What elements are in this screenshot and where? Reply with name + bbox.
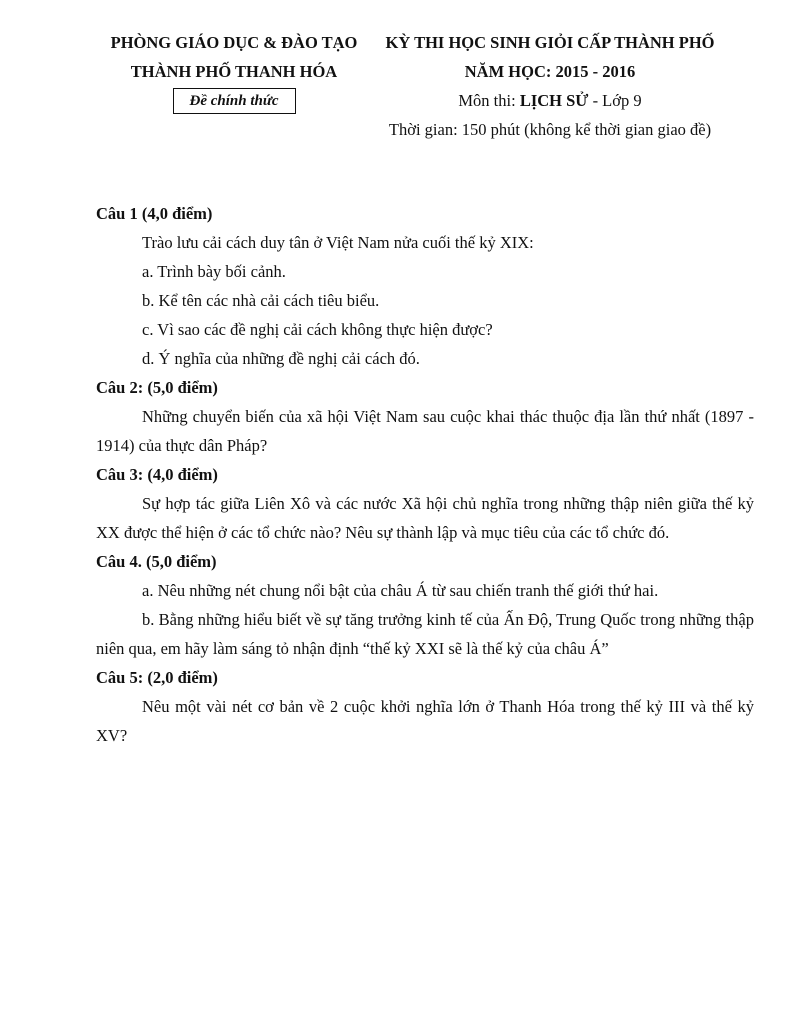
question-4-heading: Câu 4. (5,0 điểm) xyxy=(96,552,217,571)
exam-title: KỲ THI HỌC SINH GIỎI CẤP THÀNH PHỐ xyxy=(385,33,715,52)
department-name: PHÒNG GIÁO DỤC & ĐÀO TẠO xyxy=(110,33,358,52)
question-1-heading: Câu 1 (4,0 điểm) xyxy=(96,204,213,223)
question-4-item-b: b. Bằng những hiểu biết về sự tăng trưởng kinh tế của Ấn Độ, Trung Quốc trong những thập niên qua, em hãy làm sáng tỏ nhận định “thế kỷ XXI sẽ là thế kỷ của châu Á” xyxy=(96,610,754,658)
question-1-item-d: d. Ý nghĩa của những đề nghị cải cách đó. xyxy=(142,349,420,368)
header-right xyxy=(372,28,728,144)
subject-suffix: - Lớp 9 xyxy=(588,91,642,110)
question-5-text: Nêu một vài nét cơ bản về 2 cuộc khởi nghĩa lớn ở Thanh Hóa trong thế kỷ III và thế kỷ XV? xyxy=(96,697,754,745)
question-3-text: Sự hợp tác giữa Liên Xô và các nước Xã hội chủ nghĩa trong những thập niên giữa thế kỷ XX được thể hiện ở các tổ chức nào? Nêu sự thành lập và mục tiêu của các tổ chức đó. xyxy=(96,494,754,542)
question-1-intro: Trào lưu cải cách duy tân ở Việt Nam nửa cuối thế kỷ XIX: xyxy=(142,233,534,252)
subject-prefix: Môn thi: xyxy=(458,91,520,110)
question-2-text: Những chuyển biến của xã hội Việt Nam sau cuộc khai thác thuộc địa lần thứ nhất (1897 - 1914) của thực dân Pháp? xyxy=(96,407,754,455)
question-5-heading: Câu 5: (2,0 điểm) xyxy=(96,668,218,687)
official-exam-label: Đề chính thức xyxy=(173,88,296,114)
subject-line xyxy=(372,86,728,115)
question-1-item-a: a. Trình bày bối cảnh. xyxy=(142,262,286,281)
question-3-heading: Câu 3: (4,0 điểm) xyxy=(96,465,218,484)
question-1-item-c: c. Vì sao các đề nghị cải cách không thực hiện được? xyxy=(142,320,493,339)
school-year: NĂM HỌC: 2015 - 2016 xyxy=(464,62,636,81)
question-2-heading: Câu 2: (5,0 điểm) xyxy=(96,378,218,397)
question-4-item-a: a. Nêu những nét chung nổi bật của châu Á từ sau chiến tranh thế giới thứ hai. xyxy=(142,581,659,600)
exam-duration: Thời gian: 150 phút (không kể thời gian giao đề) xyxy=(388,120,712,139)
city-name: THÀNH PHỐ THANH HÓA xyxy=(130,62,338,81)
subject-name: LỊCH SỬ xyxy=(519,91,589,110)
question-1-item-b: b. Kể tên các nhà cải cách tiêu biểu. xyxy=(142,291,380,310)
questions-section xyxy=(96,199,754,750)
header-left xyxy=(96,28,372,114)
